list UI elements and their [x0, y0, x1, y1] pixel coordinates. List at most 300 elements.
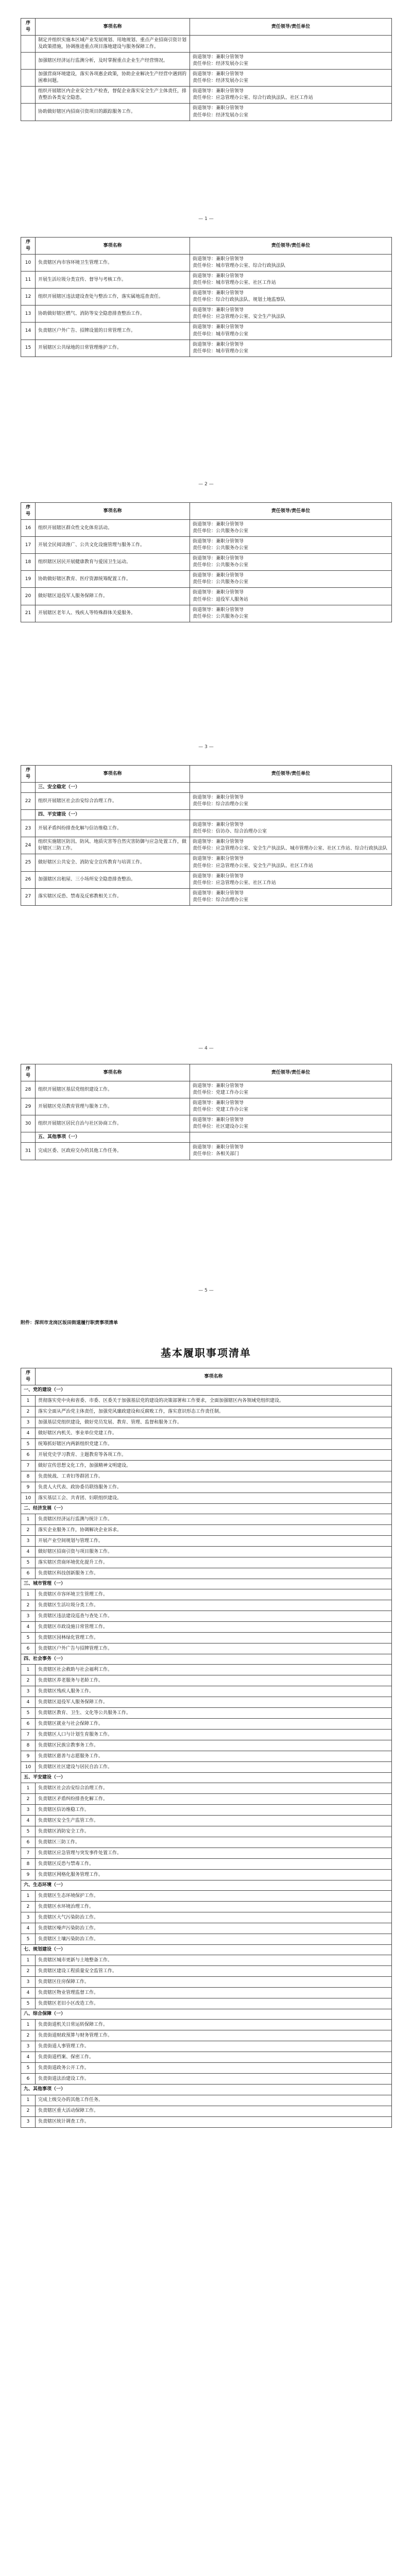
table-row — [21, 2106, 392, 2116]
section-row — [21, 1773, 392, 1783]
section-title: 四、社会事务（一） — [21, 1654, 392, 1665]
table-row — [21, 571, 392, 588]
cell-no: 6 — [21, 2074, 36, 2084]
col-no: 序号 — [21, 1368, 36, 1385]
cell-no: 18 — [21, 554, 36, 571]
cell-no: 1 — [21, 1514, 36, 1525]
table-row — [21, 255, 392, 272]
cell-no: 5 — [21, 1633, 36, 1643]
cell-no: 1 — [21, 1955, 36, 1966]
cell-item: 加强辖区经济运行监测分析，及时掌握重点企业生产经营情况。 — [36, 53, 190, 70]
table-row — [21, 2020, 392, 2030]
cell-item: 负责辖区信访维稳工作。 — [36, 1805, 392, 1816]
cell-item: 负责街道档案、保密工作。 — [36, 2052, 392, 2063]
cell-duty — [190, 36, 392, 53]
cell-item: 负责辖区建设工程质量安全监管工作。 — [36, 1966, 392, 1977]
col-duty: 责任领导/责任单位 — [190, 238, 392, 255]
cell-duty: 街道领导：兼职分管领导 责任单位：公共服务办公室 — [190, 554, 392, 571]
cell-no: 7 — [21, 1730, 36, 1740]
cell-duty: 街道领导：兼职分管领导 责任单位：党建工作办公室 — [190, 1081, 392, 1098]
cell-item: 负责街道机关日常运转保障工作。 — [36, 2020, 392, 2030]
cell-duty: 街道领导：兼职分管领导 责任单位：公共服务办公室 — [190, 537, 392, 554]
sheet-2 — [21, 237, 391, 357]
cell-item: 协助做好辖区教育、医疗资源统筹配置工作。 — [36, 571, 190, 588]
cell-item: 负责辖区社区建设与居民自治工作。 — [36, 1762, 392, 1773]
table-row — [21, 1396, 392, 1406]
col-item: 事项名称 — [36, 238, 190, 255]
table-row — [21, 53, 392, 70]
cell-item: 负责辖区噪声污染防治工作。 — [36, 1923, 392, 1934]
table-row — [21, 554, 392, 571]
cell-no: 2 — [21, 1525, 36, 1536]
cell-duty: 街道领导：兼职分管领导 责任单位：城市管理办公室 — [190, 340, 392, 357]
cell-duty: 街道领导：兼职分管领导 责任单位：应急管理办公室、社区工作站 — [190, 871, 392, 888]
duty-table-2 — [21, 237, 392, 357]
cell-item: 开展矛盾纠纷排查化解与信访维稳工作。 — [36, 820, 190, 837]
cell-no: 14 — [21, 323, 36, 340]
cell-no — [21, 810, 36, 820]
cell-no: 10 — [21, 255, 36, 272]
cell-duty: 街道领导：兼职分管领导 责任单位：应急管理办公室、安全生产执法队、城市管理办公室、社区工作站、综合行政执法队 — [190, 837, 392, 854]
cell-no: 1 — [21, 1589, 36, 1600]
cell-item: 组织辖区居民开展健康教育与爱国卫生运动。 — [36, 554, 190, 571]
cell-item: 加强营商环境建设，落实各项惠企政策，协助企业解决生产经营中遇到的困难问题。 — [36, 70, 190, 87]
cell-no: 7 — [21, 1461, 36, 1471]
section-row — [21, 1945, 392, 1955]
cell-duty: 街道领导：兼职分管领导 责任单位：公共服务办公室 — [190, 571, 392, 588]
cell-item: 组织实施辖区防汛、防风、地质灾害等自然灾害防御与应急处置工作，做好辖区三防工作。 — [36, 837, 190, 854]
section-title: 八、综合保障（一） — [21, 2009, 392, 2020]
basic-duty-table — [21, 1368, 392, 2128]
page-number: — 4 — — [198, 1046, 214, 1051]
cell-item: 负责辖区社会救助与社会福利工作。 — [36, 1665, 392, 1675]
sheet-3 — [21, 502, 391, 622]
cell-no — [21, 1132, 36, 1143]
cell-item: 负责街道财政预算与财务管理工作。 — [36, 2030, 392, 2041]
cell-no: 24 — [21, 837, 36, 854]
cell-no: 9 — [21, 1482, 36, 1493]
cell-no: 3 — [21, 1536, 36, 1547]
section-row — [21, 1654, 392, 1665]
table-row — [21, 888, 392, 905]
cell-item: 开展全民阅读推广、公共文化设施管理与服务工作。 — [36, 537, 190, 554]
cell-item: 加强基层党组织建设，做好党员发展、教育、管理、监督和服务工作。 — [36, 1417, 392, 1428]
cell-no: 15 — [21, 340, 36, 357]
sheet-5 — [21, 1064, 391, 1160]
cell-no: 1 — [21, 1783, 36, 1794]
cell-no: 5 — [21, 1557, 36, 1568]
cell-duty: 街道领导：兼职分管领导 责任单位：各相关部门 — [190, 1143, 392, 1160]
cell-duty: 街道领导：兼职分管领导 责任单位：经济发展办公室 — [190, 104, 392, 121]
table-row — [21, 1611, 392, 1622]
cell-item: 组织开展辖区基层党组织建设工作。 — [36, 1081, 190, 1098]
cell-item: 负责辖区户外广告、招牌设置的日常管理工作。 — [36, 323, 190, 340]
table-row — [21, 1859, 392, 1870]
cell-no — [21, 36, 36, 53]
cell-no: 10 — [21, 1762, 36, 1773]
table-row — [21, 837, 392, 854]
table-row — [21, 1826, 392, 1837]
cell-item: 开展生活垃圾分类宣传、督导与考核工作。 — [36, 272, 190, 289]
cell-no — [21, 87, 36, 104]
table-row — [21, 1547, 392, 1557]
cell-no: 2 — [21, 1902, 36, 1912]
cell-item: 组织开展辖区居民自治与社区协商工作。 — [36, 1115, 190, 1132]
table-row — [21, 1955, 392, 1966]
cell-item: 负责街道法治建设工作。 — [36, 2074, 392, 2084]
category-row — [21, 783, 392, 793]
col-no: 序号 — [21, 503, 36, 520]
cell-no: 4 — [21, 1547, 36, 1557]
cell-no: 2 — [21, 1600, 36, 1611]
cell-item: 开展产业空间规划与管理工作。 — [36, 1536, 392, 1547]
cell-duty: 街道领导：兼职分管领导 责任单位：经济发展办公室 — [190, 53, 392, 70]
table-row — [21, 1115, 392, 1132]
cell-duty: 街道领导：兼职分管领导 责任单位：应急管理办公室、综合行政执法队、社区工作站 — [190, 87, 392, 104]
table-row — [21, 1740, 392, 1751]
cell-no: 4 — [21, 1923, 36, 1934]
cell-no: 2 — [21, 1966, 36, 1977]
cell-no: 7 — [21, 1848, 36, 1859]
section-title: 一、党的建设（一） — [21, 1385, 392, 1396]
cell-item: 负责辖区社会治安综合治理工作。 — [36, 1783, 392, 1794]
cell-no: 5 — [21, 1826, 36, 1837]
table-row — [21, 1751, 392, 1762]
cell-no: 2 — [21, 2030, 36, 2041]
cell-item: 负责辖区矛盾纠纷排查化解工作。 — [36, 1794, 392, 1805]
table-row — [21, 793, 392, 810]
cell-no: 3 — [21, 2041, 36, 2052]
cell-duty: 街道领导：兼职分管领导 责任单位：综合治理办公室 — [190, 793, 392, 810]
table-row — [21, 1525, 392, 1536]
table-row — [21, 306, 392, 323]
cell-item: 负责辖区科技创新服务工作。 — [36, 1568, 392, 1579]
cell-no: 1 — [21, 1891, 36, 1902]
table-row — [21, 36, 392, 53]
table-row — [21, 1461, 392, 1471]
cell-no: 3 — [21, 1912, 36, 1923]
section-row — [21, 1504, 392, 1514]
col-no: 序号 — [21, 1064, 36, 1081]
table-row — [21, 1912, 392, 1923]
cell-item: 负责辖区市政设施日常管理工作。 — [36, 1622, 392, 1633]
table-row — [21, 1633, 392, 1643]
cell-duty: 街道领导：兼职分管领导 责任单位：经济发展办公室 — [190, 70, 392, 87]
section-row — [21, 1880, 392, 1891]
cell-item: 负责辖区网格化服务管理工作。 — [36, 1870, 392, 1880]
cell-duty — [190, 1132, 392, 1143]
cell-no: 23 — [21, 820, 36, 837]
cell-item: 开展辖区老年人、残疾人等特殊群体关爱服务。 — [36, 605, 190, 622]
cell-item: 完成区委、区政府交办的其他工作任务。 — [36, 1143, 190, 1160]
cell-no: 4 — [21, 1988, 36, 1998]
table-row — [21, 323, 392, 340]
table-row — [21, 1934, 392, 1945]
cell-item: 负责辖区消防安全工作。 — [36, 1826, 392, 1837]
cell-no: 5 — [21, 1439, 36, 1450]
cell-item: 负责辖区应急管理与突发事件处置工作。 — [36, 1848, 392, 1859]
table-row — [21, 1098, 392, 1115]
cell-item: 制定并组织实施本区域产业发展规划、用地规划、重点产业招商引资计划及政策措施，协调推进重点项目落地建设与服务保障工作。 — [36, 36, 190, 53]
section-title: 七、规划建设（一） — [21, 1945, 392, 1955]
cell-item: 落实辖区反恐、禁毒及反邪教相关工作。 — [36, 888, 190, 905]
cell-no: 2 — [21, 1675, 36, 1686]
cell-no: 27 — [21, 888, 36, 905]
table-row — [21, 1406, 392, 1417]
cell-duty: 街道领导：兼职分管领导 责任单位：公共服务办公室 — [190, 520, 392, 537]
cell-duty: 街道领导：兼职分管领导 责任单位：综合行政执法队、规划土地监察队 — [190, 289, 392, 306]
cell-no: 4 — [21, 1622, 36, 1633]
page-number: — 3 — — [198, 744, 214, 750]
cell-item: 协助做好辖区燃气、消防等安全隐患排查整治工作。 — [36, 306, 190, 323]
section-title: 九、其他事项（一） — [21, 2084, 392, 2095]
cell-item: 负责辖区生态环境保护工作。 — [36, 1891, 392, 1902]
table-row — [21, 1557, 392, 1568]
table-row — [21, 1988, 392, 1998]
page-number: — 2 — — [198, 482, 214, 487]
cell-item: 负责街道人事管理工作。 — [36, 2041, 392, 2052]
col-duty: 责任领导/责任单位 — [190, 766, 392, 783]
cell-no: 8 — [21, 1740, 36, 1751]
table-row — [21, 1600, 392, 1611]
cell-no: 25 — [21, 854, 36, 871]
table-row — [21, 2063, 392, 2074]
col-item: 事项名称 — [36, 1368, 392, 1385]
cell-item: 负责辖区教育、卫生、文化等公共服务工作。 — [36, 1708, 392, 1719]
cell-no: 19 — [21, 571, 36, 588]
cell-duty: 街道领导：兼职分管领导 责任单位：城市管理办公室 — [190, 323, 392, 340]
table-row — [21, 1902, 392, 1912]
cell-item: 做好辖区退役军人服务保障工作。 — [36, 588, 190, 605]
cell-item: 负责辖区土壤污染防治工作。 — [36, 1934, 392, 1945]
cell-no: 11 — [21, 272, 36, 289]
cell-no: 16 — [21, 520, 36, 537]
table-row — [21, 1783, 392, 1794]
table-row — [21, 1514, 392, 1525]
table-row — [21, 1589, 392, 1600]
cell-no: 10 — [21, 1493, 36, 1504]
table-row — [21, 1998, 392, 2009]
section-row — [21, 2009, 392, 2020]
cell-item: 完成上级交办的其他工作任务。 — [36, 2095, 392, 2106]
table-row — [21, 1428, 392, 1439]
cell-item: 负责辖区市容环境卫生管理工作。 — [36, 1589, 392, 1600]
cell-no: 12 — [21, 289, 36, 306]
cell-duty: 街道领导：兼职分管领导 责任单位：信访办、综合治理办公室 — [190, 820, 392, 837]
cell-item: 组织开展辖区社会治安综合治理工作。 — [36, 793, 190, 810]
cell-no: 6 — [21, 1568, 36, 1579]
table-row — [21, 871, 392, 888]
duty-table-4 — [21, 765, 392, 906]
cell-duty: 街道领导：兼职分管领导 责任单位：综合治理办公室 — [190, 888, 392, 905]
table-row — [21, 588, 392, 605]
cell-no: 4 — [21, 2052, 36, 2063]
col-item: 事项名称 — [36, 1064, 190, 1081]
cell-no: 13 — [21, 306, 36, 323]
cell-item: 负责辖区就业与社会保障工作。 — [36, 1719, 392, 1730]
cell-duty: 街道领导：兼职分管领导 责任单位：应急管理办公室、安全生产执法队、社区工作站 — [190, 854, 392, 871]
cell-no: 4 — [21, 1816, 36, 1826]
col-no: 序号 — [21, 238, 36, 255]
table-row — [21, 1719, 392, 1730]
cell-no: 4 — [21, 1697, 36, 1708]
cell-duty: 街道领导：兼职分管领导 责任单位：退役军人服务站 — [190, 588, 392, 605]
col-duty: 责任领导/责任单位 — [190, 19, 392, 36]
cell-item: 负责辖区反恐与禁毒工作。 — [36, 1859, 392, 1870]
cell-no: 9 — [21, 1751, 36, 1762]
cell-no: 3 — [21, 1805, 36, 1816]
attachment-heading: 附件：深圳市龙岗区坂田街道履行职责事项清单 — [21, 1320, 118, 1326]
cell-no: 26 — [21, 871, 36, 888]
table-row — [21, 1794, 392, 1805]
cell-item: 负责辖区园林绿化管理工作。 — [36, 1633, 392, 1643]
table-row — [21, 1697, 392, 1708]
cell-no: 6 — [21, 1643, 36, 1654]
cell-duty: 街道领导：兼职分管领导 责任单位：社区建设办公室 — [190, 1115, 392, 1132]
cell-no — [21, 70, 36, 87]
section-title: 六、生态环境（一） — [21, 1880, 392, 1891]
table-row — [21, 70, 392, 87]
sheet-1 — [21, 18, 391, 121]
cell-duty: 街道领导：兼职分管领导 责任单位：公共服务办公室 — [190, 605, 392, 622]
table-row — [21, 2030, 392, 2041]
table-row — [21, 520, 392, 537]
section-row — [21, 2084, 392, 2095]
table-row — [21, 1891, 392, 1902]
cell-no: 6 — [21, 1837, 36, 1848]
cell-item: 开展辖区党员教育管理与服务工作。 — [36, 1098, 190, 1115]
table-row — [21, 1143, 392, 1160]
cell-item: 负责辖区慈善与志愿服务工作。 — [36, 1751, 392, 1762]
col-item: 事项名称 — [36, 766, 190, 783]
cell-no: 5 — [21, 1934, 36, 1945]
cell-no: 2 — [21, 1794, 36, 1805]
cell-duty: 街道领导：兼职分管领导 责任单位：党建工作办公室 — [190, 1098, 392, 1115]
cell-item: 负责辖区违法建设巡查与查处工作。 — [36, 1611, 392, 1622]
duty-table-3 — [21, 502, 392, 622]
cell-duty: 街道领导：兼职分管领导 责任单位：城市管理办公室、综合行政执法队 — [190, 255, 392, 272]
table-row — [21, 1708, 392, 1719]
table-row — [21, 1536, 392, 1547]
cell-item: 贯彻落实党中央和省委、市委、区委关于加强基层党的建设的决策部署和工作要求，全面加强辖区内各领域党组织建设。 — [36, 1396, 392, 1406]
table-row — [21, 1568, 392, 1579]
cell-item: 负责街道政务公开工作。 — [36, 2063, 392, 2074]
cell-item: 三、安全稳定（一） — [36, 783, 190, 793]
cell-item: 组织开展辖区内企业安全生产检查，督促企业落实安全生产主体责任，排查整治各类安全隐患。 — [36, 87, 190, 104]
cell-no: 6 — [21, 1450, 36, 1461]
table-row — [21, 537, 392, 554]
cell-no: 17 — [21, 537, 36, 554]
cell-item: 做好辖区招商引资与项目服务工作。 — [36, 1547, 392, 1557]
category-row — [21, 810, 392, 820]
cell-item: 落实企业服务工作，协调解决企业诉求。 — [36, 1525, 392, 1536]
table-row — [21, 2074, 392, 2084]
table-row — [21, 1805, 392, 1816]
cell-item: 负责辖区住房保障工作。 — [36, 1977, 392, 1988]
cell-item: 组织开展辖区群众性文化体育活动。 — [36, 520, 190, 537]
cell-item: 开展党史学习教育、主题教育等各项工作。 — [36, 1450, 392, 1461]
cell-item: 协助做好辖区内招商引资项目的跟踪服务工作。 — [36, 104, 190, 121]
cell-no: 28 — [21, 1081, 36, 1098]
section-row — [21, 1385, 392, 1396]
col-item: 事项名称 — [36, 503, 190, 520]
table-row — [21, 104, 392, 121]
cell-no: 29 — [21, 1098, 36, 1115]
cell-item: 负责辖区老旧小区改造工作。 — [36, 1998, 392, 2009]
cell-item: 负责辖区民族宗教事务工作。 — [36, 1740, 392, 1751]
sheet-4 — [21, 765, 391, 906]
cell-item: 负责辖区统计调查工作。 — [36, 2116, 392, 2127]
table-row — [21, 2095, 392, 2106]
table-row — [21, 289, 392, 306]
table-row — [21, 1977, 392, 1988]
cell-item: 负责辖区城市更新与土地整备工作。 — [36, 1955, 392, 1966]
cell-no: 1 — [21, 1665, 36, 1675]
cell-no: 21 — [21, 605, 36, 622]
table-row — [21, 1622, 392, 1633]
table-row — [21, 1643, 392, 1654]
table-row — [21, 2116, 392, 2127]
table-row — [21, 1493, 392, 1504]
table-row — [21, 820, 392, 837]
table-row — [21, 1439, 392, 1450]
table-row — [21, 1730, 392, 1740]
table-row — [21, 2052, 392, 2063]
table-row — [21, 1471, 392, 1482]
cell-duty — [190, 810, 392, 820]
cell-no: 6 — [21, 1719, 36, 1730]
cell-item: 负责辖区残疾人服务工作。 — [36, 1686, 392, 1697]
cell-item: 负责辖区户外广告与招牌管理工作。 — [36, 1643, 392, 1654]
section-title: 二、经济发展（一） — [21, 1504, 392, 1514]
cell-no: 31 — [21, 1143, 36, 1160]
cell-duty: 街道领导：兼职分管领导 责任单位：应急管理办公室、安全生产执法队 — [190, 306, 392, 323]
table-row — [21, 1686, 392, 1697]
table-row — [21, 1417, 392, 1428]
table-row — [21, 1081, 392, 1098]
table-row — [21, 1450, 392, 1461]
table-row — [21, 1837, 392, 1848]
list-title: 基本履职事项清单 — [161, 1347, 251, 1359]
col-duty: 责任领导/责任单位 — [190, 1064, 392, 1081]
cell-no: 3 — [21, 1417, 36, 1428]
cell-item: 负责辖区安全生产监管工作。 — [36, 1816, 392, 1826]
cell-item: 负责辖区水环境治理工作。 — [36, 1902, 392, 1912]
cell-item: 落实全面从严治党主体责任，加强党风廉政建设和反腐败工作，落实意识形态工作责任制。 — [36, 1406, 392, 1417]
section-row — [21, 1579, 392, 1589]
cell-no: 1 — [21, 1396, 36, 1406]
cell-no — [21, 53, 36, 70]
cell-item: 负责辖区人口与计划生育服务工作。 — [36, 1730, 392, 1740]
cell-no: 3 — [21, 1977, 36, 1988]
cell-item: 落实辖区营商环境优化提升工作。 — [36, 1557, 392, 1568]
cell-item: 负责辖区重大活动保障工作。 — [36, 2106, 392, 2116]
table-row — [21, 1966, 392, 1977]
cell-no: 20 — [21, 588, 36, 605]
cell-no: 1 — [21, 2095, 36, 2106]
cell-no: 3 — [21, 2116, 36, 2127]
category-row — [21, 1132, 392, 1143]
cell-no: 3 — [21, 1686, 36, 1697]
col-duty: 责任领导/责任单位 — [190, 503, 392, 520]
table-row — [21, 272, 392, 289]
cell-item: 落实基层工会、共青团、妇联组织建设。 — [36, 1493, 392, 1504]
table-row — [21, 1665, 392, 1675]
table-row — [21, 2041, 392, 2052]
cell-item: 负责辖区经济运行监测与统计工作。 — [36, 1514, 392, 1525]
col-item: 事项名称 — [36, 19, 190, 36]
table-row — [21, 1816, 392, 1826]
